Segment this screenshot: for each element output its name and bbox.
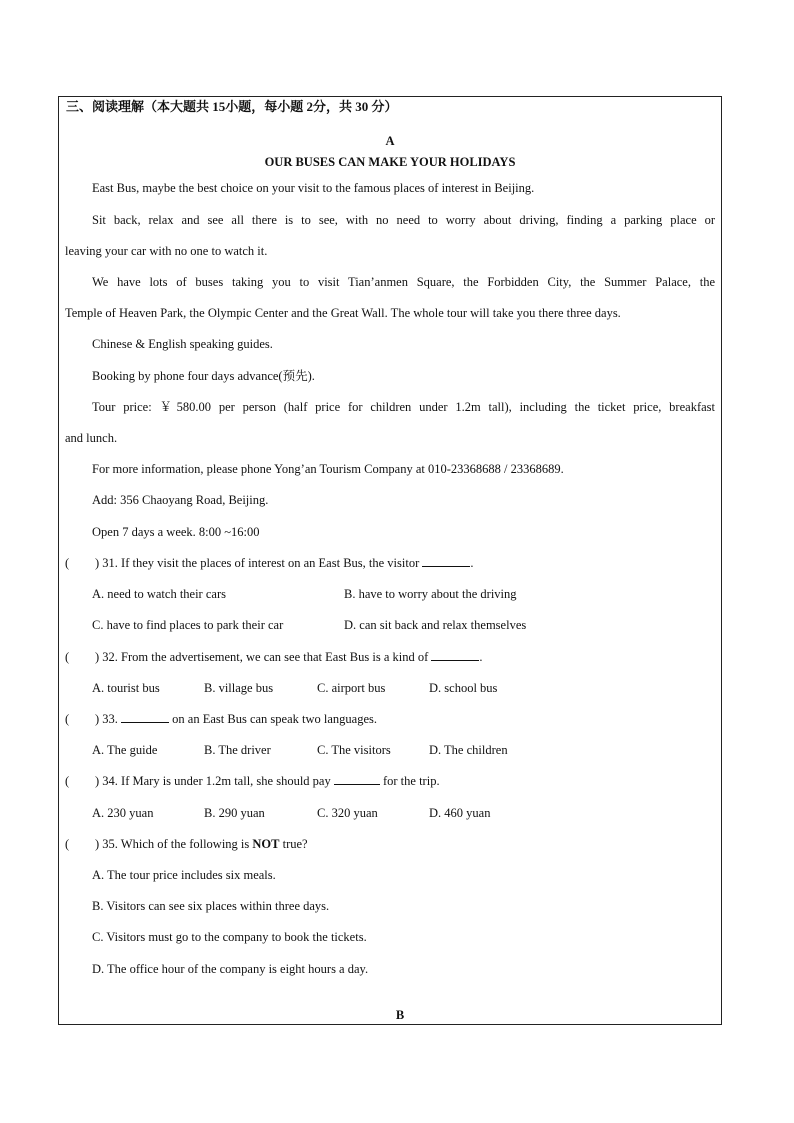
passage-a-paragraph-8: Add: 356 Chaoyang Road, Beijing. [92, 493, 269, 507]
q32-end: . [479, 650, 483, 664]
q34-blank [334, 773, 380, 785]
q34-option-c[interactable]: C. 320 yuan [317, 806, 378, 820]
q35-option-c[interactable]: C. Visitors must go to the company to book the tickets. [92, 930, 367, 944]
question-35 [65, 836, 308, 852]
passage-a-letter: A [385, 134, 395, 148]
q33-option-b[interactable]: B. The driver [204, 743, 271, 757]
question-32 [65, 649, 483, 665]
q31-option-c[interactable]: C. have to find places to park their car [92, 618, 284, 632]
question-33 [65, 711, 377, 727]
passage-a-paragraph-2-line-1: Sit back, relax and see all there is to see, with no need to worry about driving, finding a parking place or [92, 213, 715, 227]
q31-blank [422, 555, 470, 567]
q34-option-a[interactable]: A. 230 yuan [92, 806, 154, 820]
section-heading: 三、阅读理解（本大题共 15小题，每小题 2分，共 30 分） [66, 99, 398, 114]
q34-option-d[interactable]: D. 460 yuan [429, 806, 491, 820]
passage-a-paragraph-6-line-2: and lunch. [65, 431, 118, 445]
passage-a-paragraph-5: Booking by phone four days advance(预先). [92, 369, 315, 383]
q33-option-a[interactable]: A. The guide [92, 743, 158, 757]
passage-a-paragraph-7: For more information, please phone Yong’an Tourism Company at 010-23368688 / 23368689. [92, 462, 564, 476]
q32-option-c[interactable]: C. airport bus [317, 681, 386, 695]
exam-section-box [58, 96, 722, 1025]
q32-blank [431, 649, 479, 661]
passage-a-paragraph-6-line-1: Tour price: ￥580.00 per person (half price for children under 1.2m tall), including the ticket price, breakfast [92, 400, 715, 414]
q31-option-d[interactable]: D. can sit back and relax themselves [344, 618, 527, 632]
passage-a-paragraph-9: Open 7 days a week. 8:00 ~16:00 [92, 525, 260, 539]
q33-option-d[interactable]: D. The children [429, 743, 508, 757]
q31-end: . [470, 556, 474, 570]
q35-option-d[interactable]: D. The office hour of the company is eight hours a day. [92, 962, 369, 976]
q35-end: true? [279, 837, 308, 851]
q33-rest: on an East Bus can speak two languages. [169, 712, 377, 726]
q31-option-b[interactable]: B. have to worry about the driving [344, 587, 517, 601]
passage-a-paragraph-3-line-2: Temple of Heaven Park, the Olympic Center and the Great Wall. The whole tour will take you there three days. [65, 306, 621, 320]
question-34 [65, 773, 440, 789]
passage-a-paragraph-1: East Bus, maybe the best choice on your visit to the famous places of interest in Beijing. [92, 181, 535, 195]
q33-blank [121, 711, 169, 723]
q34-option-b[interactable]: B. 290 yuan [204, 806, 265, 820]
q34-end: for the trip. [379, 774, 440, 788]
answer-paren-35[interactable]: ( [65, 837, 70, 851]
q33-stem: ) 33. [95, 712, 118, 726]
passage-a-paragraph-4: Chinese & English speaking guides. [92, 337, 273, 351]
passage-a-paragraph-2-line-2: leaving your car with no one to watch it. [65, 244, 268, 258]
q31-stem: ) 31. If they visit the places of interest on an East Bus, the visitor [95, 556, 420, 570]
answer-paren-32[interactable]: ( [65, 650, 70, 664]
question-31 [65, 555, 474, 571]
answer-paren-31[interactable]: ( [65, 556, 70, 570]
q35-option-b[interactable]: B. Visitors can see six places within three days. [92, 899, 330, 913]
q34-stem: ) 34. If Mary is under 1.2m tall, she should pay [95, 774, 331, 788]
q32-option-d[interactable]: D. school bus [429, 681, 498, 695]
q35-option-a[interactable]: A. The tour price includes six meals. [92, 868, 276, 882]
q32-stem: ) 32. From the advertisement, we can see that East Bus is a kind of [95, 650, 429, 664]
passage-a-paragraph-3-line-1: We have lots of buses taking you to visit Tian’anmen Square, the Forbidden City, the Summer Palace, the [92, 275, 715, 289]
q32-option-b[interactable]: B. village bus [204, 681, 274, 695]
q35-emphasis: NOT [252, 837, 280, 851]
passage-a-title: OUR BUSES CAN MAKE YOUR HOLIDAYS [264, 155, 516, 169]
q32-option-a[interactable]: A. tourist bus [92, 681, 160, 695]
q33-option-c[interactable]: C. The visitors [317, 743, 391, 757]
q31-option-a[interactable]: A. need to watch their cars [92, 587, 226, 601]
q35-stem: ) 35. Which of the following is [95, 837, 253, 851]
passage-b-letter: B [395, 1008, 405, 1022]
answer-paren-33[interactable]: ( [65, 712, 70, 726]
answer-paren-34[interactable]: ( [65, 774, 70, 788]
